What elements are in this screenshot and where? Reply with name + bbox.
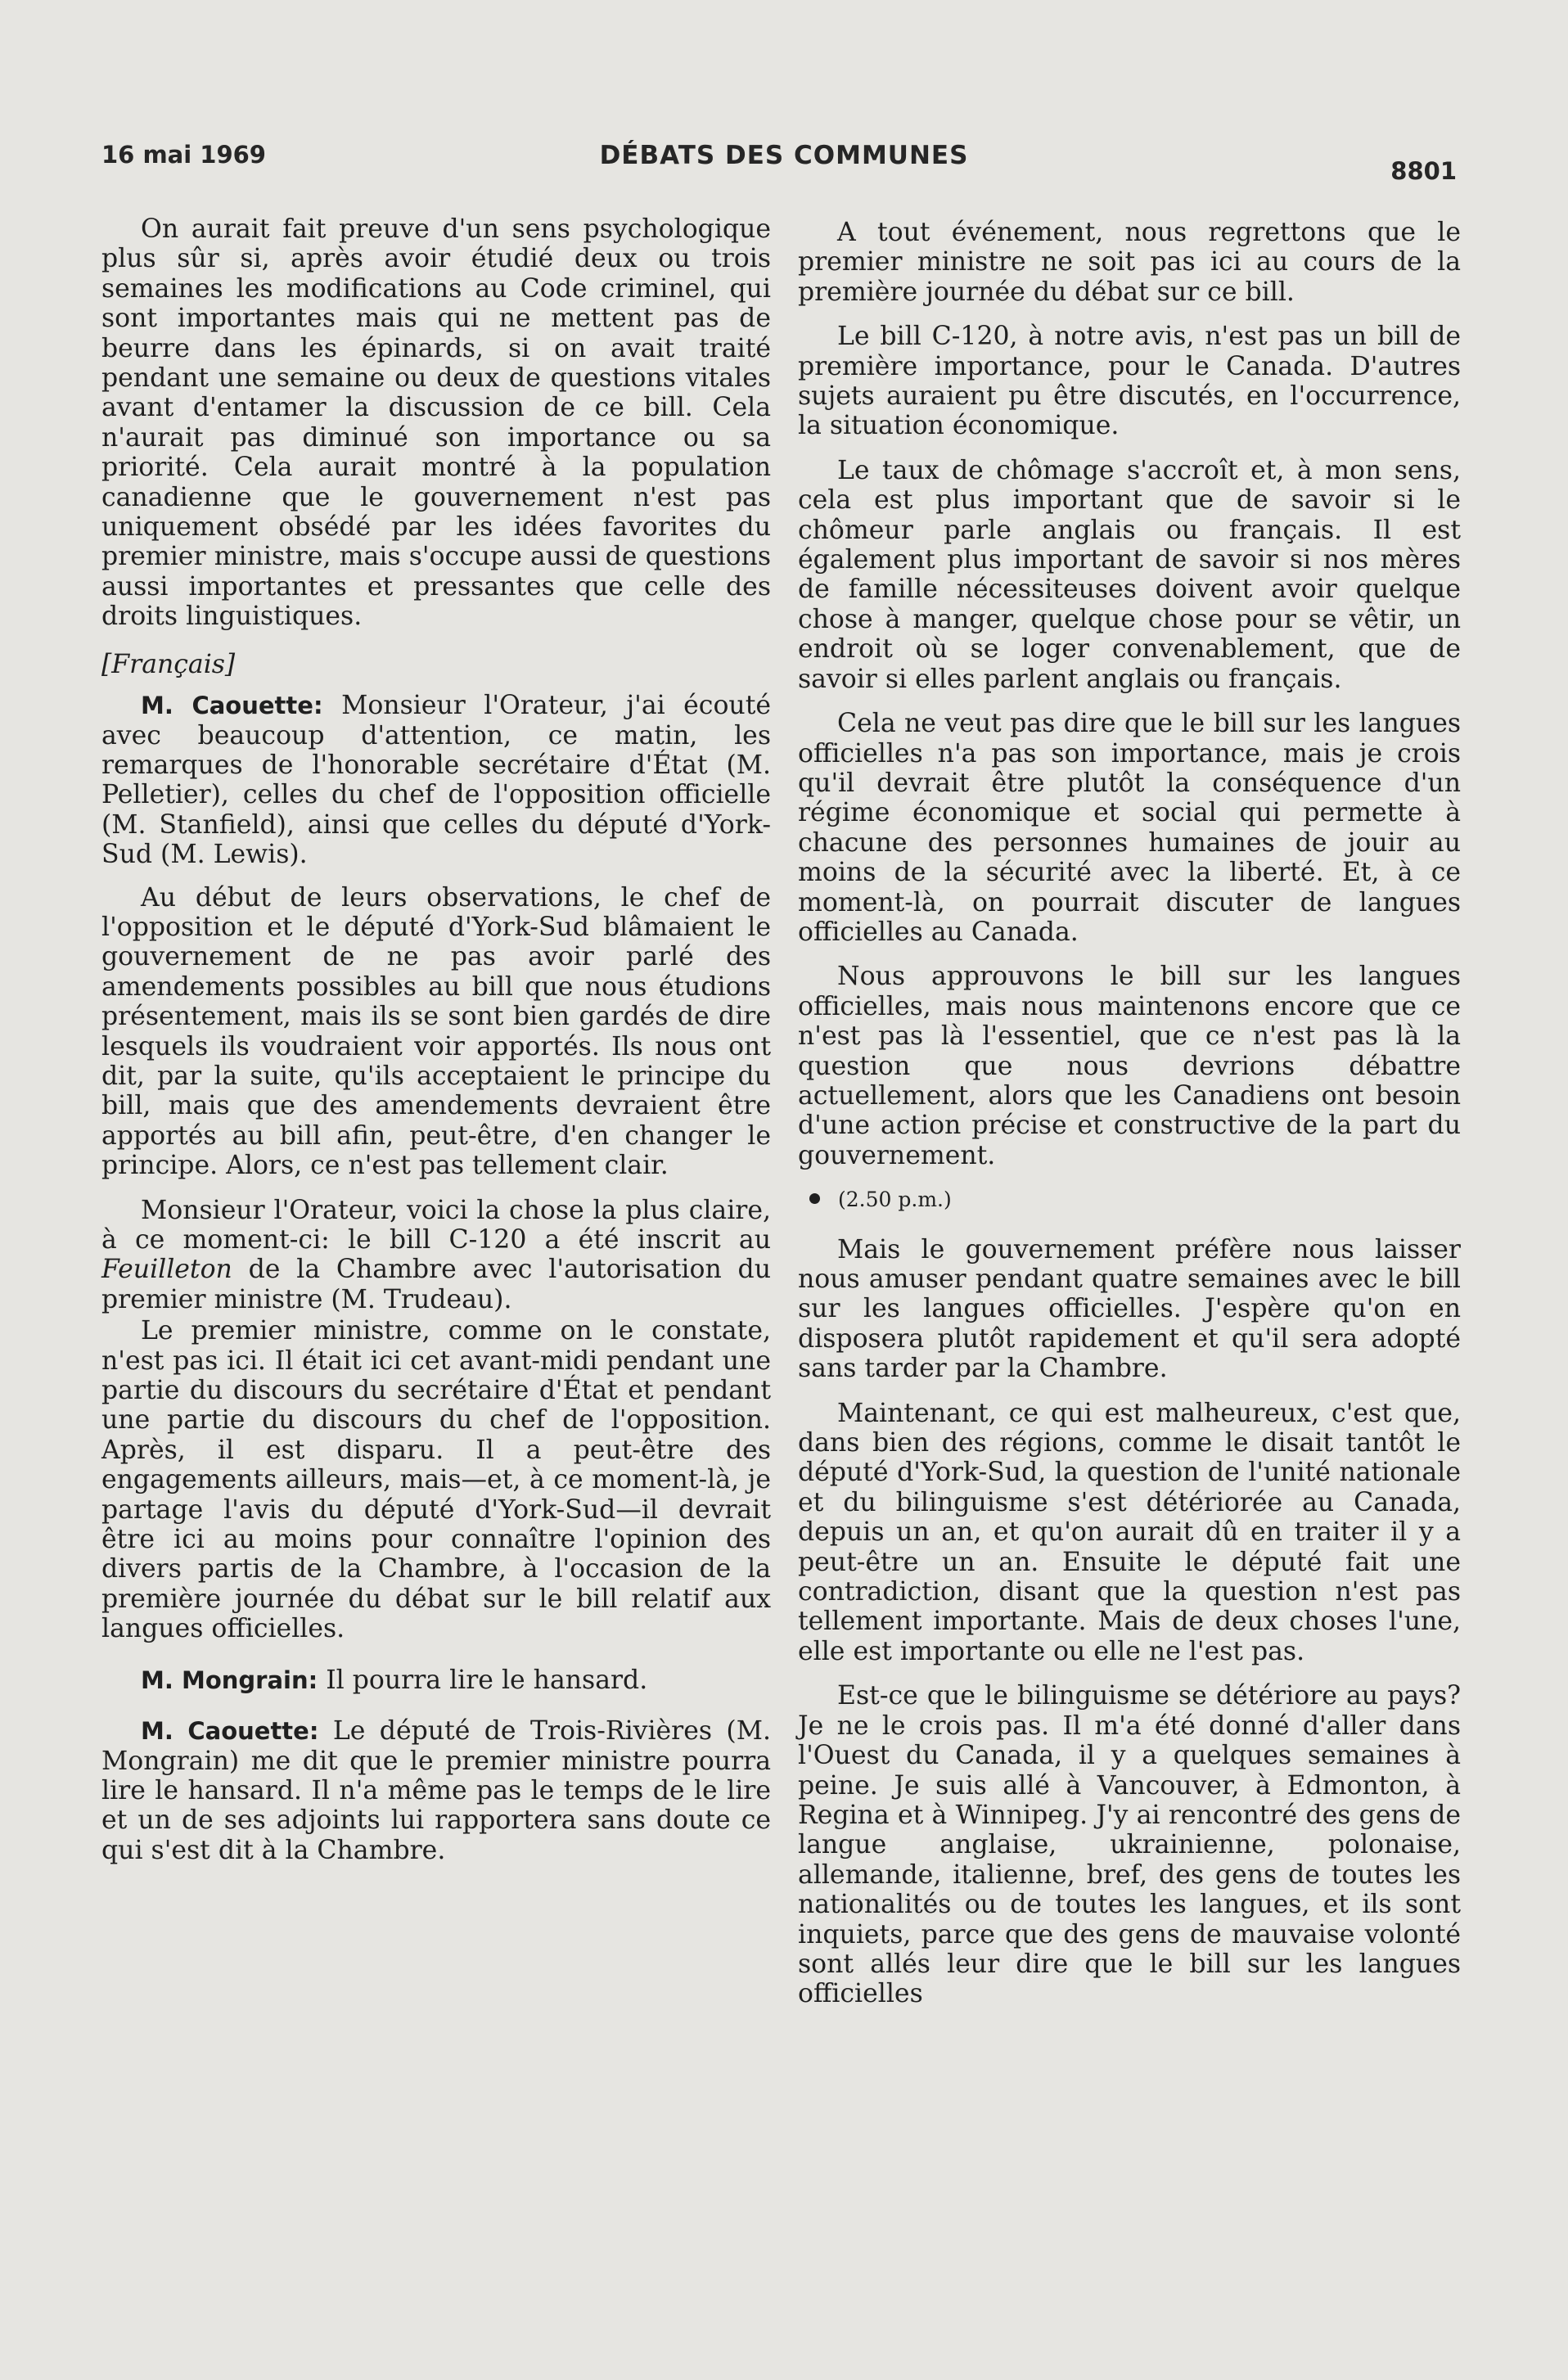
- time-label: (2.50 p.m.): [838, 1188, 952, 1212]
- header-title: DÉBATS DES COMMUNES: [599, 141, 969, 170]
- speech-text: Le député de Trois-Rivières (M. Mongrain) me dit que le premier ministre pourra lire le hansard. Il n'a même pas le temps de le lire et un de ses adjoints lui rapportera sans doute ce qui s'est dit à la Chambre.: [101, 1716, 771, 1865]
- paragraph: Cela ne veut pas dire que le bill sur les langues officielles n'a pas son importance, mais je crois qu'il devrait être plutôt la conséquence d'un régime économique et social qui permette à chacune des personnes humaines de jouir au moins de la sécurité avec la liberté. Et, à ce moment-là, on pourrait discuter de langues officielles au Canada.: [798, 709, 1461, 947]
- speech-text: Monsieur l'Orateur, voici la chose la plus claire, à ce moment-ci: le bill C-120 a été inscrit au: [101, 1195, 771, 1255]
- paragraph: Maintenant, ce qui est malheureux, c'est que, dans bien des régions, comme le disait tantôt le député d'York-Sud, la question de l'unité nationale et du bilinguisme s'est détériorée au Canada, depuis un an, et qu'on aurait dû en traiter il y a peut-être un an. Ensuite le député fait une contradiction, disant que la question n'est pas tellement importante. Mais de deux choses l'une, elle est importante ou elle ne l'est pas.: [798, 1398, 1461, 1666]
- speaker-name: M. Mongrain:: [141, 1666, 318, 1694]
- paragraph: Le premier ministre, comme on le constate, n'est pas ici. Il était ici cet avant-midi pendant une partie du discours du secrétaire d'État et pendant une partie du discours du chef de l'opposition. Après, il est disparu. Il a peut-être des engagements ailleurs, mais—et, à ce moment-là, je partage l'avis du député d'York-Sud—il devrait être ici au moins pour connaître l'opinion des divers partis de la Chambre, à l'occasion de la première journée du débat sur le bill relatif aux langues officielles.: [101, 1316, 771, 1644]
- header-date: 16 mai 1969: [101, 141, 266, 169]
- paragraph: Au début de leurs observations, le chef de l'opposition et le député d'York-Sud blâmaient le gouvernement de ne pas avoir parlé des amendements possibles au bill que nous étudions présentement, mais ils se sont bien gardés de dire lesquels ils voudraient voir apportés. Ils nous ont dit, par la suite, qu'ils acceptaient le principe du bill, mais que des amendements devraient être apportés au bill afin, peut-être, d'en changer le principe. Alors, ce n'est pas tellement clair.: [101, 882, 771, 1181]
- time-marker: [798, 1185, 1461, 1215]
- bullet-icon: [809, 1193, 820, 1204]
- paragraph: Le bill C-120, à notre avis, n'est pas un bill de première importance, pour le Canada. D'autres sujets auraient pu être discutés, en l'occurrence, la situation économique.: [798, 322, 1461, 441]
- paragraph: Nous approuvons le bill sur les langues officielles, mais nous maintenons encore que ce n'est pas là l'essentiel, que ce n'est pas là la question que nous devrions débattre actuellement, alors que les Canadiens ont besoin d'une action précise et constructive de la part du gouvernement.: [798, 962, 1461, 1170]
- paragraph: On aurait fait preuve d'un sens psychologique plus sûr si, après avoir étudié deux ou trois semaines les modifications au Code criminel, qui sont importantes mais qui ne mettent pas de beurre dans les épinards, si on avait traité pendant une semaine ou deux de questions vitales avant d'entamer la discussion de ce bill. Cela n'aurait pas diminué son importance ou sa priorité. Cela aurait montré à la population canadienne que le gouvernement n'est pas uniquement obsédé par les idées favorites du premier ministre, mais s'occupe aussi de questions aussi importantes et pressantes que celle des droits linguistiques.: [101, 214, 771, 632]
- paragraph: Est-ce que le bilinguisme se détériore au pays? Je ne le crois pas. Il m'a été donné d'aller dans l'Ouest du Canada, il y a quelques semaines à peine. Je suis allé à Vancouver, à Edmonton, à Regina et à Winnipeg. J'y ai rencontré des gens de langue anglaise, ukrainienne, polonaise, allemande, italienne, bref, des gens de toutes les nationalités ou de toutes les langues, et ils sont inquiets, parce que des gens de mauvaise volonté sont allés leur dire que le bill sur les langues officielles: [798, 1681, 1461, 2009]
- paragraph: A tout événement, nous regrettons que le premier ministre ne soit pas ici au cours de la première journée du débat sur ce bill.: [798, 218, 1461, 307]
- speaker-name: M. Caouette:: [141, 1717, 319, 1746]
- paragraph: [101, 1716, 771, 1865]
- speech-text: Il pourra lire le hansard.: [326, 1665, 648, 1695]
- speech-text: Monsieur l'Orateur, j'ai écouté avec beaucoup d'attention, ce matin, les remarques de l'honorable secrétaire d'État (M. Pelletier), celles du chef de l'opposition officielle (M. Stanfield), ainsi que celles du député d'York-Sud (M. Lewis).: [101, 691, 772, 870]
- language-tag: [Français]: [101, 649, 236, 679]
- paragraph: Mais le gouvernement préfère nous laisser nous amuser pendant quatre semaines avec le bill sur les langues officielles. J'espère qu'on en disposera plutôt rapidement et qu'il sera adopté sans tarder par la Chambre.: [798, 1234, 1461, 1384]
- paragraph: [101, 1666, 771, 1695]
- italic-title: Feuilleton: [101, 1255, 232, 1285]
- speaker-name: M. Caouette:: [141, 692, 323, 720]
- paragraph: [101, 691, 771, 869]
- speech-text: de la Chambre avec l'autorisation du premier ministre (M. Trudeau).: [101, 1255, 771, 1314]
- paragraph: Le taux de chômage s'accroît et, à mon sens, cela est plus important que de savoir si le chômeur parle anglais ou français. Il est également plus important de savoir si nos mères de famille nécessiteuses doivent avoir quelque chose à manger, quelque chose pour se vêtir, un endroit où se loger convenablement, que de savoir si elles parlent anglais ou français.: [798, 455, 1461, 694]
- paragraph: [101, 1196, 771, 1315]
- right-column: [798, 218, 1461, 2024]
- page-number: 8801: [1390, 157, 1457, 185]
- left-column: [101, 214, 771, 1880]
